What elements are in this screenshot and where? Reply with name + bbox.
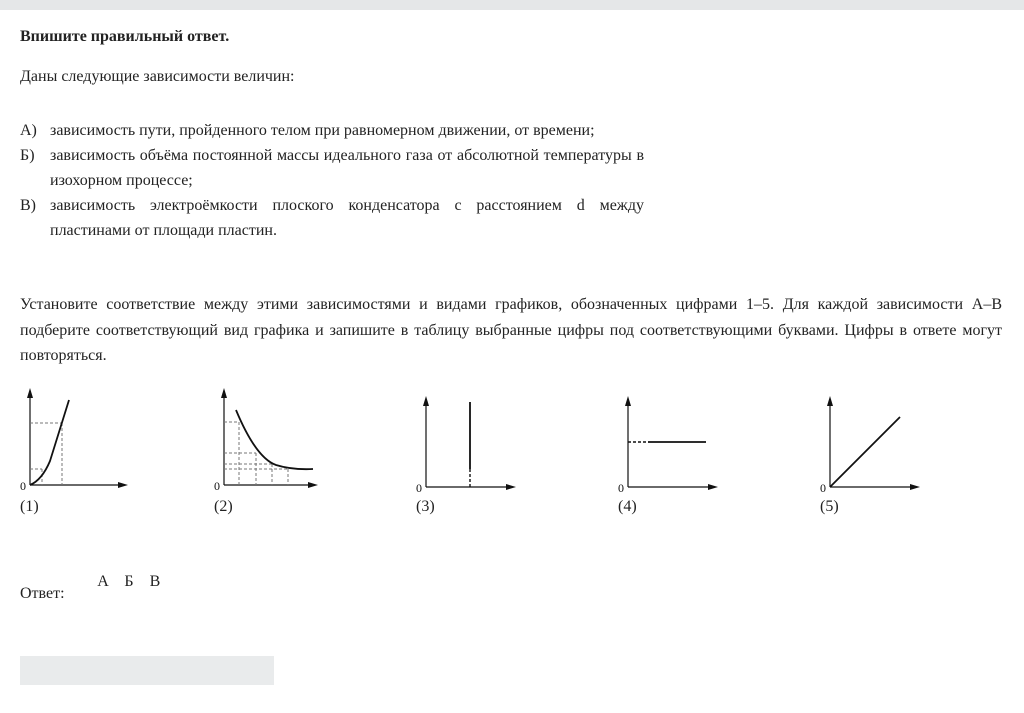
item-letter: А) [20,122,37,139]
item-letter: В) [20,197,36,214]
graph-caption: (3) [416,498,435,515]
list-item [20,193,644,243]
intro-text: Даны следующие зависимости величин: [20,68,295,85]
item-text: зависимость пути, пройденного телом при равномерном движении, от времени; [50,122,595,139]
origin-label: 0 [820,481,826,495]
item-text: зависимость объёма постоянной массы идеального газа от абсолютной температуры в изохорном процессе; [50,147,644,189]
answer-letters [97,573,161,591]
graph-caption: (1) [20,498,39,515]
task-text: Установите соответствие между этими зависимостями и видами графиков, обозначенных цифрами 1–5. Для каждой зависимости А–В подберите соответствующий вид графика и запишите в таблицу выбранные цифры под соответствующими буквами. Цифры в ответе могут повторяться. [20,296,1002,364]
graph-4 [618,386,728,515]
graph-2 [214,386,324,515]
top-bar [0,0,1024,10]
answer-letter-b: Б [124,573,134,590]
origin-label: 0 [214,479,220,493]
instruction-heading: Впишите правильный ответ. [20,28,230,45]
origin-label: 0 [20,479,26,493]
list-item [20,143,644,193]
list-item [20,118,644,143]
graph-caption: (5) [820,498,839,515]
answer-label: Ответ: [20,585,65,602]
graph-3 [416,386,526,515]
graph-3-plot [416,386,526,495]
graph-1 [20,386,130,515]
item-letter: Б) [20,147,35,164]
origin-label: 0 [618,481,624,495]
graph-caption: (4) [618,498,637,515]
graph-caption: (2) [214,498,233,515]
graph-1-plot [20,386,130,491]
item-text: зависимость электроёмкости плоского конденсатора с расстоянием d между пластинами от площади пластин. [50,197,644,239]
graph-2-plot [214,386,324,491]
graph-5-plot [820,386,930,495]
origin-label: 0 [416,481,422,495]
graph-5 [820,386,930,515]
answer-input[interactable] [20,656,274,685]
answer-letter-v: В [149,573,161,590]
answer-letter-a: А [97,573,109,590]
dependency-list [20,118,644,243]
graph-4-plot [618,386,728,495]
